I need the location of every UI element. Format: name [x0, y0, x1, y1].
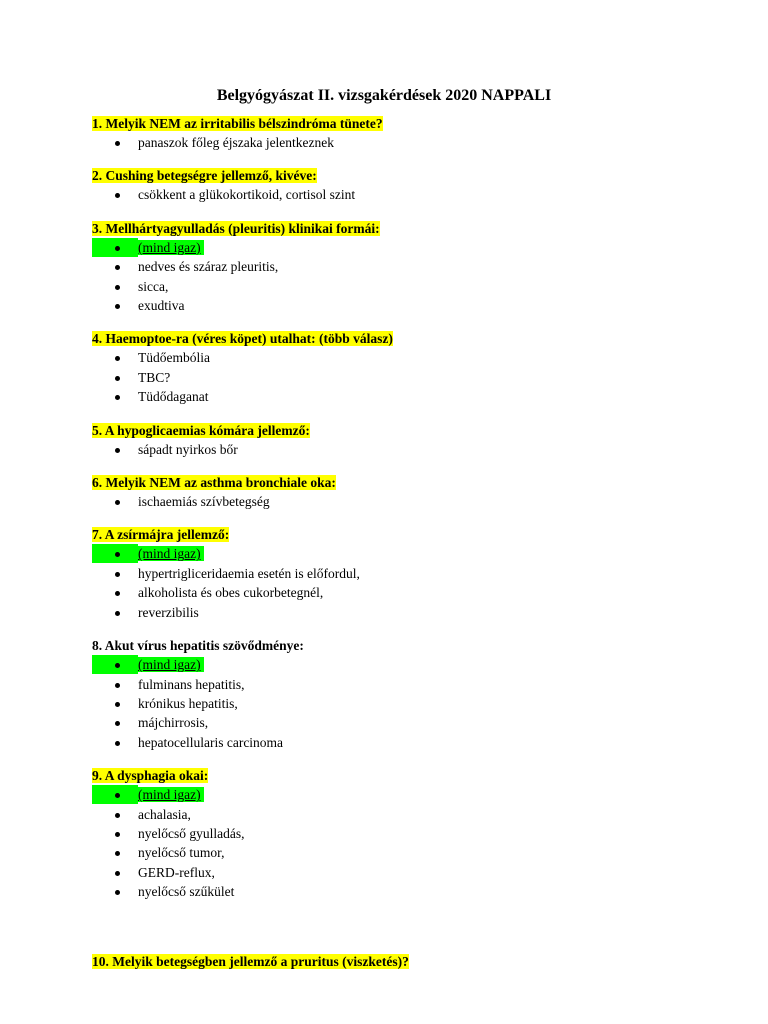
question-heading [92, 421, 732, 440]
answer-text: hypertrigliceridaemia esetén is előfordul, [138, 565, 360, 581]
answer-text: (mind igaz) [138, 546, 204, 561]
bullet-highlight [92, 238, 138, 257]
answer-text: Tüdődaganat [138, 389, 209, 405]
answer-text: nyelőcső gyulladás, [138, 825, 245, 841]
answer-item [92, 603, 732, 622]
answer-list [92, 440, 732, 459]
question-text: 9. A dysphagia okai: [92, 768, 209, 784]
question-text: 10. Melyik betegségben jellemző a pruritus (viszketés)? [92, 953, 409, 969]
answer-item [92, 440, 732, 459]
answer-item [92, 133, 732, 152]
question-heading [92, 952, 732, 971]
answer-text: sápadt nyirkos bőr [138, 441, 238, 457]
question-text: 1. Melyik NEM az irritabilis bélszindróma tünete? [92, 116, 383, 131]
question-text: 7. A zsírmájra jellemző: [92, 527, 230, 543]
answer-item [92, 185, 732, 204]
answer-text: (mind igaz) [138, 240, 204, 255]
answer-item [92, 387, 732, 406]
answer-list [92, 655, 732, 752]
question-heading [92, 636, 732, 655]
answer-item [92, 368, 732, 387]
question-heading [92, 473, 732, 492]
answer-item [92, 713, 732, 732]
answer-item [92, 675, 732, 694]
question-text: 5. A hypoglicaemias kómára jellemző: [92, 422, 310, 438]
answer-list [92, 133, 732, 152]
answer-item [92, 277, 732, 296]
answer-item [92, 733, 732, 752]
answer-list [92, 348, 732, 406]
answer-text: alkoholista és obes cukorbetegnél, [138, 585, 324, 601]
answer-text: Tüdőembólia [138, 350, 210, 366]
answer-text: nedves és száraz pleuritis, [138, 259, 279, 275]
answer-item-correct [92, 544, 732, 563]
answer-list [92, 785, 732, 901]
answer-text: sicca, [138, 278, 169, 294]
answer-item [92, 694, 732, 713]
answer-item [92, 564, 732, 583]
question-text: 2. Cushing betegségre jellemző, kivéve: [92, 168, 317, 184]
answer-text: hepatocellularis carcinoma [138, 734, 284, 750]
question-text: 4. Haemoptoe-ra (véres köpet) utalhat: (több válasz) [92, 331, 393, 347]
answer-text: ischaemiás szívbetegség [138, 494, 270, 510]
answer-list [92, 544, 732, 622]
answer-item [92, 348, 732, 367]
question-heading [92, 329, 732, 348]
answer-item-correct [92, 655, 732, 674]
question-list [92, 114, 732, 985]
answer-item [92, 843, 732, 862]
answer-list [92, 492, 732, 511]
question-heading [92, 766, 732, 785]
spacer [92, 916, 732, 952]
question-heading [92, 219, 732, 238]
answer-item [92, 882, 732, 901]
answer-text: nyelőcső szűkület [138, 884, 235, 900]
answer-text: nyelőcső tumor, [138, 845, 225, 861]
answer-text: fulminans hepatitis, [138, 676, 245, 692]
answer-item [92, 296, 732, 315]
answer-list [92, 185, 732, 204]
answer-item [92, 863, 732, 882]
answer-item-correct [92, 785, 732, 804]
question-heading [92, 114, 732, 133]
answer-text: (mind igaz) [138, 787, 204, 802]
answer-item [92, 583, 732, 602]
answer-list [92, 238, 732, 316]
page-title: Belgyógyászat II. vizsgakérdések 2020 NAPPALI [216, 87, 552, 104]
answer-text: májchirrosis, [138, 715, 209, 731]
answer-item-correct [92, 238, 732, 257]
answer-item [92, 805, 732, 824]
question-heading [92, 166, 732, 185]
question-text: 6. Melyik NEM az asthma bronchiale oka: [92, 475, 336, 491]
answer-item [92, 824, 732, 843]
answer-text: (mind igaz) [138, 657, 204, 672]
answer-text: TBC? [138, 369, 171, 385]
bullet-highlight [92, 655, 138, 674]
question-text: 3. Mellhártyagyulladás (pleuritis) klinikai formái: [92, 220, 380, 236]
answer-text: GERD-reflux, [138, 864, 215, 880]
answer-text: reverzibilis [138, 604, 199, 620]
answer-item [92, 257, 732, 276]
answer-text: achalasia, [138, 806, 191, 822]
bullet-highlight [92, 544, 138, 563]
answer-text: exudtiva [138, 298, 185, 314]
answer-text: csökkent a glükokortikoid, cortisol szint [138, 187, 356, 203]
question-text: 8. Akut vírus hepatitis szövődménye: [92, 638, 304, 654]
answer-item [92, 492, 732, 511]
answer-text: krónikus hepatitis, [138, 695, 238, 711]
question-heading [92, 525, 732, 544]
bullet-highlight [92, 785, 138, 804]
answer-text: panaszok főleg éjszaka jelentkeznek [138, 135, 335, 150]
